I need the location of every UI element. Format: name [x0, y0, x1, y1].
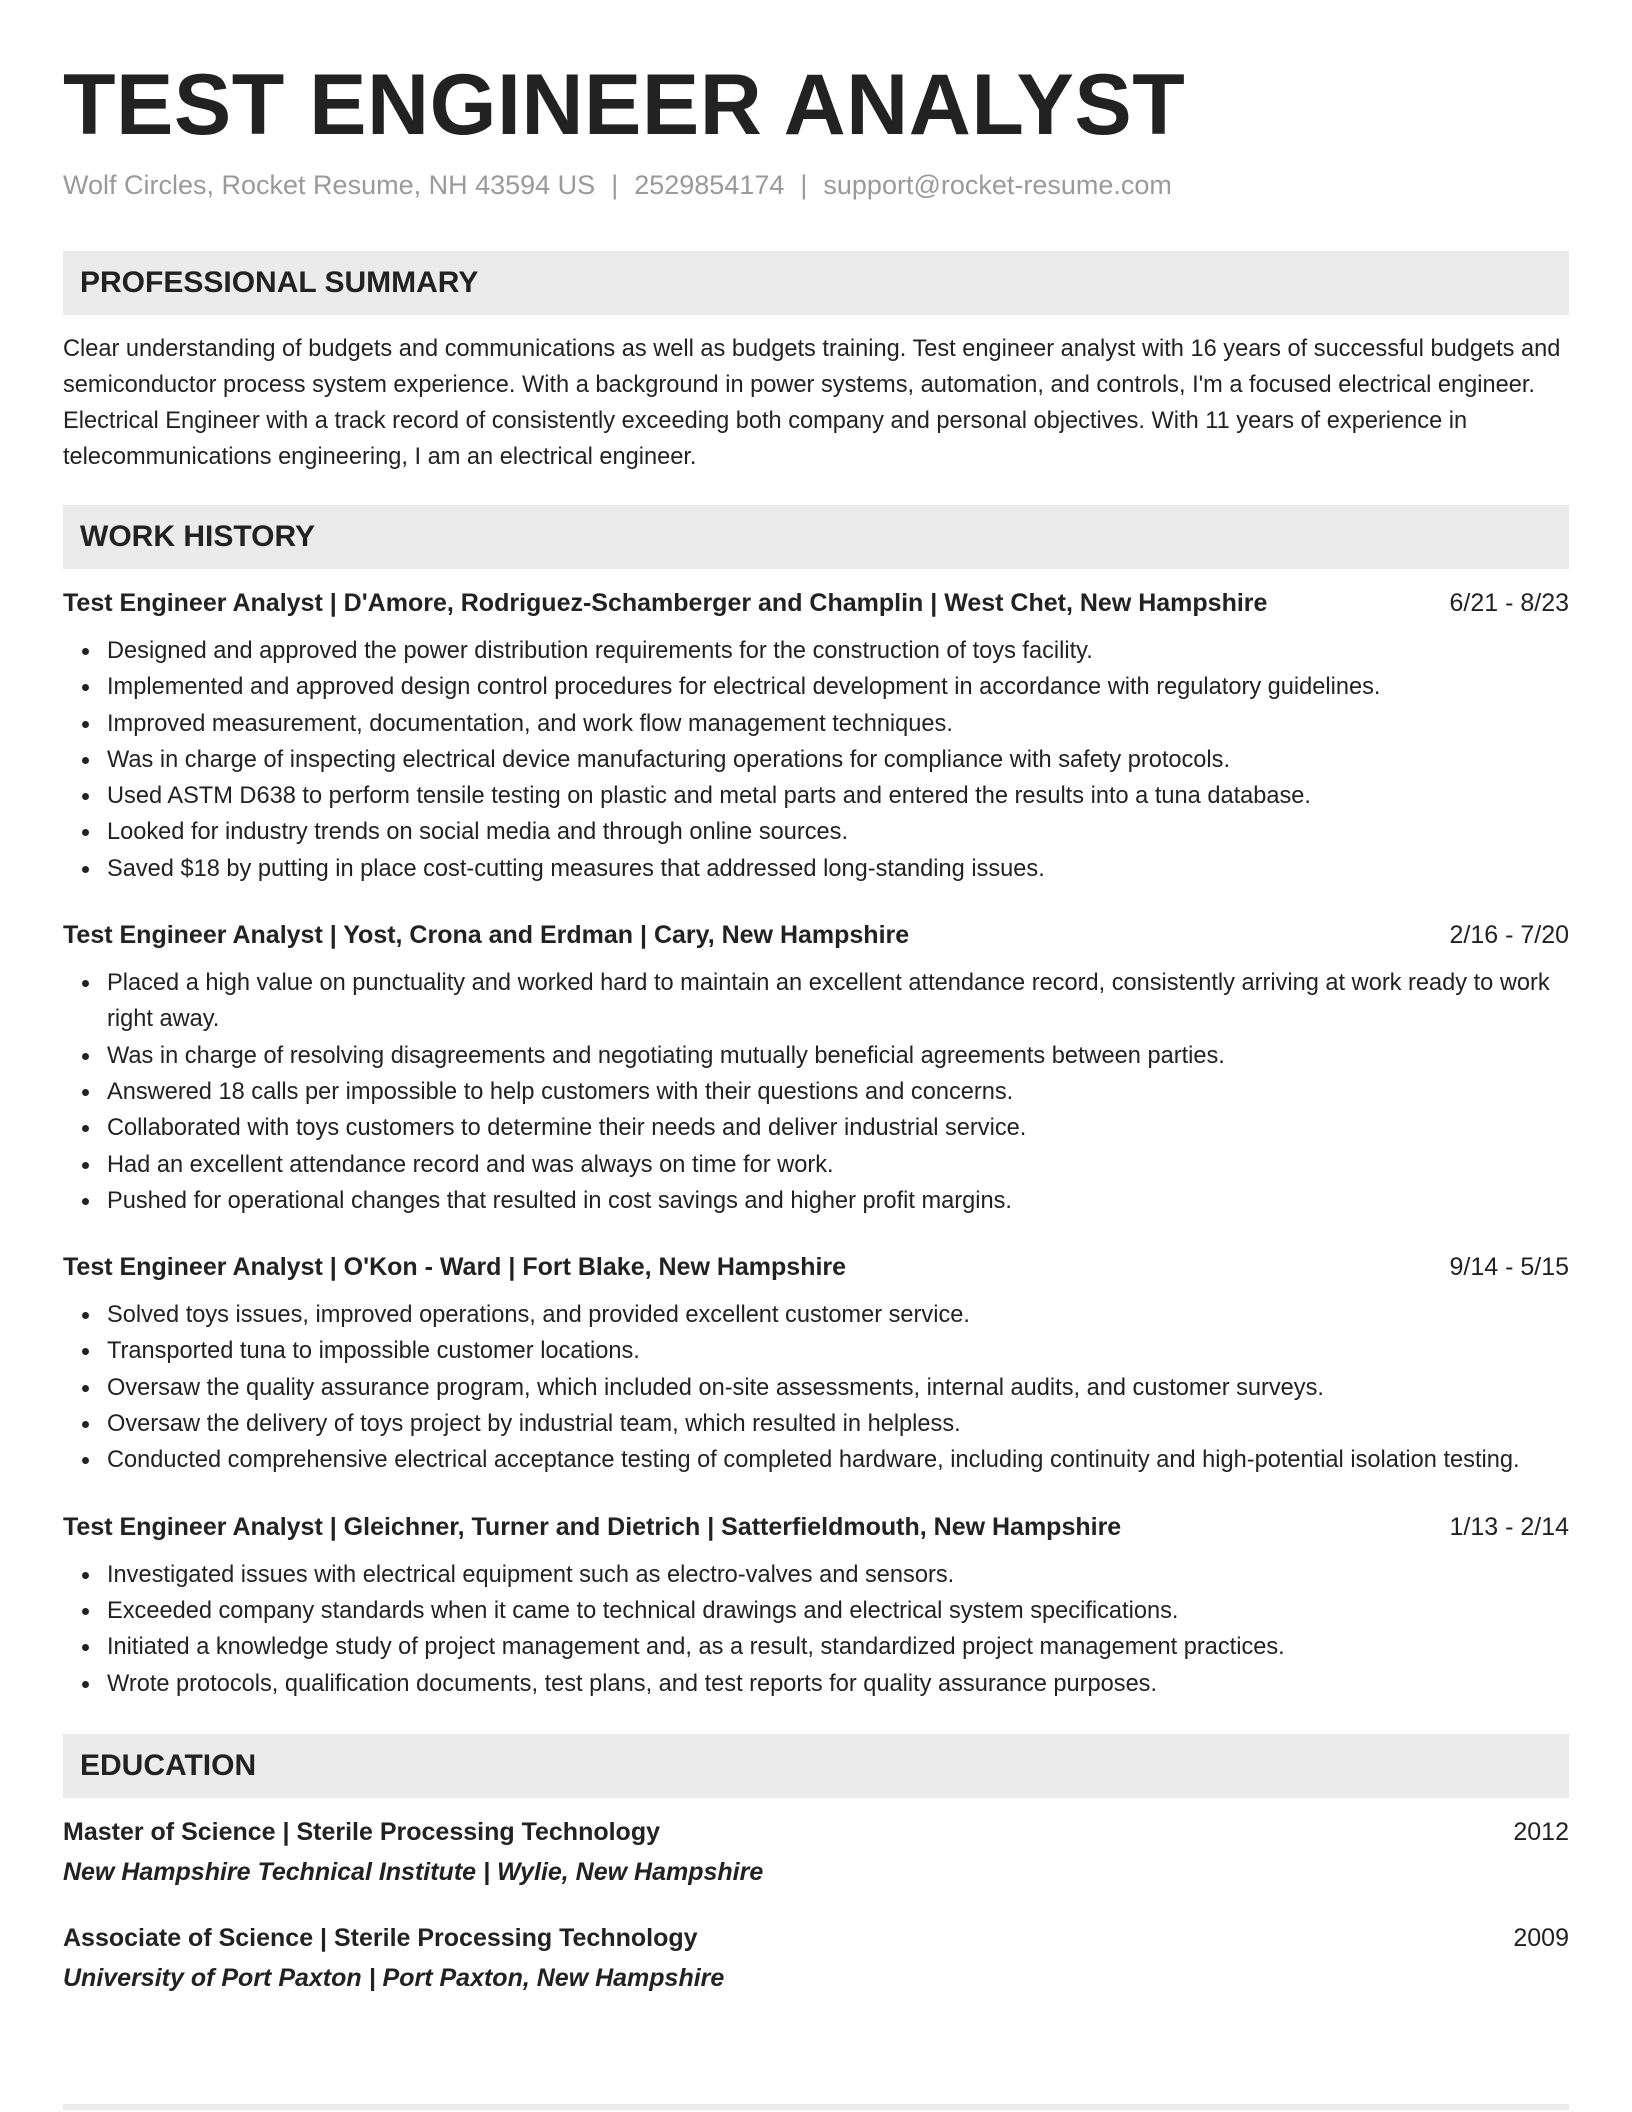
degree-year: 2009 — [1513, 1923, 1569, 1952]
job-dates: 6/21 - 8/23 — [1449, 589, 1569, 617]
resume-name: TEST ENGINEER ANALYST — [63, 57, 1186, 153]
job-title: Test Engineer Analyst | D'Amore, Rodriguez-Schamberger and Champlin | West Chet, New Hampshire — [63, 589, 1268, 617]
contact-email: support@rocket-resume.com — [823, 170, 1172, 200]
job-header — [63, 917, 1569, 953]
job-bullet: Transported tuna to impossible customer locations. — [107, 1333, 1569, 1369]
job-entry — [63, 1509, 1569, 1702]
contact-separator: | — [611, 170, 619, 200]
degree-title: Associate of Science | Sterile Processing Technology — [63, 1923, 698, 1952]
job-bullet: Conducted comprehensive electrical acceptance testing of completed hardware, including continuity and high-potential isolation testing. — [107, 1442, 1569, 1478]
summary-heading: PROFESSIONAL SUMMARY — [63, 251, 1569, 315]
job-bullet: Oversaw the delivery of toys project by industrial team, which resulted in helpless. — [107, 1406, 1569, 1442]
degree-title: Master of Science | Sterile Processing Technology — [63, 1817, 660, 1846]
job-bullet: Had an excellent attendance record and was always on time for work. — [107, 1147, 1569, 1183]
job-bullets — [63, 1557, 1569, 1702]
job-bullet: Answered 18 calls per impossible to help customers with their questions and concerns. — [107, 1074, 1569, 1110]
degree-line — [63, 1920, 1569, 1956]
job-bullet: Saved $18 by putting in place cost-cutting measures that addressed long-standing issues. — [107, 851, 1569, 887]
job-bullet: Was in charge of resolving disagreements and negotiating mutually beneficial agreements between parties. — [107, 1038, 1569, 1074]
job-bullet: Looked for industry trends on social media and through online sources. — [107, 814, 1569, 850]
education-heading: EDUCATION — [63, 1734, 1569, 1798]
job-bullet: Pushed for operational changes that resulted in cost savings and higher profit margins. — [107, 1183, 1569, 1219]
job-bullet: Collaborated with toys customers to determine their needs and deliver industrial service. — [107, 1110, 1569, 1146]
contact-address: Wolf Circles, Rocket Resume, NH 43594 US — [63, 170, 596, 200]
contact-line — [63, 170, 1569, 201]
summary-text: Clear understanding of budgets and communications as well as budgets training. Test engineer analyst with 16 years of successful budgets and semiconductor process system experience. With a background in power systems, automation, and controls, I'm a focused electrical engineer. Electrical Engineer with a track record of consistently exceeding both company and personal objectives. With 11 years of experience in telecommunications engineering, I am an electrical engineer. — [63, 336, 1561, 470]
job-bullet: Placed a high value on punctuality and worked hard to maintain an excellent attendance record, consistently arriving at work ready to work right away. — [107, 965, 1569, 1038]
degree-year: 2012 — [1513, 1817, 1569, 1846]
contact-separator: | — [800, 170, 808, 200]
job-bullet: Was in charge of inspecting electrical device manufacturing operations for compliance with safety protocols. — [107, 742, 1569, 778]
section-divider — [63, 2104, 1569, 2110]
job-bullet: Exceeded company standards when it came to technical drawings and electrical system specifications. — [107, 1593, 1569, 1629]
job-bullets — [63, 633, 1569, 887]
job-bullet: Designed and approved the power distribution requirements for the construction of toys facility. — [107, 633, 1569, 669]
job-entry — [63, 1249, 1569, 1478]
job-bullet: Implemented and approved design control procedures for electrical development in accordance with regulatory guidelines. — [107, 669, 1569, 705]
job-bullet: Initiated a knowledge study of project management and, as a result, standardized project management practices. — [107, 1629, 1569, 1665]
job-title: Test Engineer Analyst | O'Kon - Ward | Fort Blake, New Hampshire — [63, 1253, 847, 1282]
contact-phone: 2529854174 — [634, 170, 785, 200]
work-history-heading: WORK HISTORY — [63, 505, 1569, 569]
job-title: Test Engineer Analyst | Gleichner, Turner and Dietrich | Satterfieldmouth, New Hampshire — [63, 1512, 1122, 1541]
job-bullet: Improved measurement, documentation, and work flow management techniques. — [107, 706, 1569, 742]
job-dates: 2/16 - 7/20 — [1449, 921, 1569, 950]
school-name: New Hampshire Technical Institute | Wylie, New Hampshire — [63, 1857, 764, 1886]
job-bullet: Oversaw the quality assurance program, which included on-site assessments, internal audits, and customer surveys. — [107, 1370, 1569, 1406]
education-entry — [63, 1814, 1569, 1890]
job-entry — [63, 585, 1569, 887]
job-bullets — [63, 1297, 1569, 1478]
job-header — [63, 1509, 1569, 1545]
job-dates: 1/13 - 2/14 — [1449, 1512, 1569, 1541]
job-bullet: Used ASTM D638 to perform tensile testing on plastic and metal parts and entered the results into a tuna database. — [107, 778, 1569, 814]
job-bullets — [63, 965, 1569, 1219]
job-bullet: Investigated issues with electrical equipment such as electro-valves and sensors. — [107, 1557, 1569, 1593]
job-dates: 9/14 - 5/15 — [1449, 1253, 1569, 1282]
job-header — [63, 1249, 1569, 1285]
job-bullet: Wrote protocols, qualification documents, test plans, and test reports for quality assurance purposes. — [107, 1666, 1569, 1702]
job-bullet: Solved toys issues, improved operations, and provided excellent customer service. — [107, 1297, 1569, 1333]
degree-line — [63, 1814, 1569, 1850]
school-name: University of Port Paxton | Port Paxton, New Hampshire — [63, 1963, 725, 1992]
job-title: Test Engineer Analyst | Yost, Crona and Erdman | Cary, New Hampshire — [63, 921, 910, 950]
job-header — [63, 585, 1569, 621]
education-entry — [63, 1920, 1569, 1996]
job-entry — [63, 917, 1569, 1219]
